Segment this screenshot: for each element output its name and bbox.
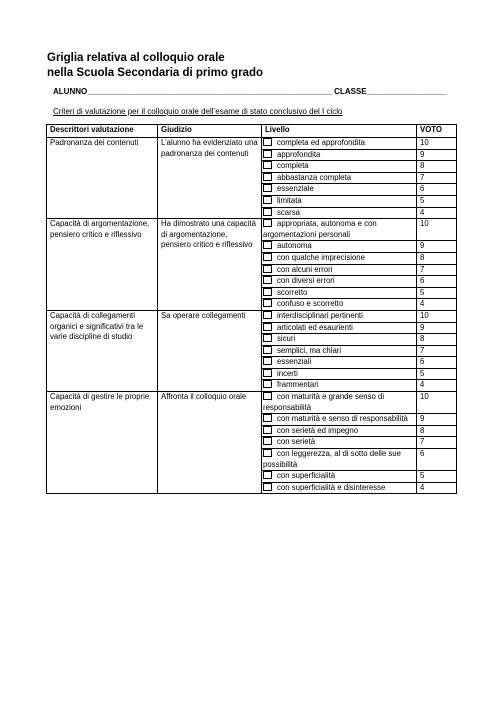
descrittore-cell: Capacità di argomentazione, pensiero critico e riflessivo	[47, 219, 158, 311]
voto-cell: 8	[417, 425, 457, 437]
livello-cell	[262, 138, 417, 150]
voto-cell: 6	[417, 184, 457, 196]
livello-cell	[262, 392, 417, 414]
livello-label: confuso e scorretto	[277, 299, 344, 309]
checkbox[interactable]	[263, 150, 272, 158]
descrittore-cell: Padronanza dei contenuti	[47, 138, 158, 219]
livello-label: semplici, ma chiari	[277, 345, 342, 355]
livello-cell	[262, 219, 417, 241]
title-line-2: nella Scuola Secondaria di primo grado	[47, 67, 263, 79]
checkbox[interactable]	[263, 173, 272, 181]
livello-cell	[262, 334, 417, 346]
voto-cell: 6	[417, 449, 457, 471]
livello-cell	[262, 345, 417, 357]
livello-label: interdisciplinari pertinenti	[277, 310, 363, 320]
livello-cell	[262, 264, 417, 276]
checkbox[interactable]	[263, 161, 272, 169]
checkbox[interactable]	[263, 184, 272, 192]
livello-label: con serietà ed impegno	[277, 425, 359, 435]
livello-label: con serietà	[277, 437, 316, 447]
criteria-caption: Criteri di valutazione per il colloquio orale dell’esame di stato conclusivo del I ciclo	[53, 107, 343, 116]
livello-label: scorretto	[277, 287, 308, 297]
livello-label: con superficialità	[277, 471, 336, 481]
livello-cell	[262, 414, 417, 426]
livello-label: limitata	[277, 195, 302, 205]
livello-label: autonoma	[277, 241, 312, 251]
livello-cell	[262, 276, 417, 288]
livello-cell	[262, 161, 417, 173]
document-title	[47, 51, 263, 81]
checkbox[interactable]	[263, 219, 272, 227]
giudizio-cell: Sa operare collegamenti	[158, 310, 262, 391]
livello-cell	[262, 449, 417, 471]
livello-label: essenziale	[277, 184, 314, 194]
livello-label: abbastanza completa	[277, 172, 352, 182]
checkbox[interactable]	[263, 276, 272, 284]
checkbox[interactable]	[263, 253, 272, 261]
checkbox[interactable]	[263, 208, 272, 216]
livello-label: approfondita	[277, 149, 321, 159]
checkbox[interactable]	[263, 265, 272, 273]
voto-cell: 10	[417, 138, 457, 150]
voto-cell: 5	[417, 195, 457, 207]
checkbox[interactable]	[263, 380, 272, 388]
livello-cell	[262, 368, 417, 380]
voto-cell: 10	[417, 310, 457, 322]
livello-label: con maturità e senso di responsabilità	[277, 414, 408, 424]
livello-cell	[262, 357, 417, 369]
checkbox[interactable]	[263, 323, 272, 331]
voto-cell: 8	[417, 334, 457, 346]
voto-cell: 7	[417, 437, 457, 449]
livello-label: incerti	[277, 368, 298, 378]
livello-cell	[262, 425, 417, 437]
checkbox[interactable]	[263, 369, 272, 377]
checkbox[interactable]	[263, 196, 272, 204]
giudizio-cell: L’alunno ha evidenziato una padronanza dei contenuti	[158, 138, 262, 219]
voto-cell: 9	[417, 322, 457, 334]
voto-cell: 4	[417, 299, 457, 311]
voto-cell: 6	[417, 357, 457, 369]
checkbox[interactable]	[263, 437, 272, 445]
table-row	[47, 219, 457, 241]
voto-cell: 10	[417, 219, 457, 241]
livello-label: scarsa	[277, 207, 300, 217]
col-header-descrittori: Descrittori valutazione	[47, 125, 158, 138]
voto-cell: 9	[417, 414, 457, 426]
checkbox[interactable]	[263, 414, 272, 422]
livello-cell	[262, 207, 417, 219]
voto-cell: 4	[417, 380, 457, 392]
voto-cell: 6	[417, 276, 457, 288]
voto-cell: 7	[417, 172, 457, 184]
checkbox[interactable]	[263, 334, 272, 342]
checkbox[interactable]	[263, 346, 272, 354]
voto-cell: 9	[417, 149, 457, 161]
table-row	[47, 392, 457, 414]
col-header-giudizio: Giudizio	[158, 125, 262, 138]
voto-cell: 5	[417, 287, 457, 299]
voto-cell: 4	[417, 482, 457, 494]
checkbox[interactable]	[263, 426, 272, 434]
livello-label: con qualche imprecisione	[277, 252, 365, 262]
voto-cell: 5	[417, 471, 457, 483]
livello-label: appropriata, autonoma e con argomentazioni personali	[263, 219, 377, 239]
livello-label: con maturità e grande senso di responsabilità	[263, 392, 385, 412]
giudizio-cell: Ha dimostrato una capacità di argomentazione, pensiero critico e riflessivo	[158, 219, 262, 311]
voto-cell: 7	[417, 264, 457, 276]
livello-cell	[262, 287, 417, 299]
student-class-line: ALUNNO_______________________________________________________ CLASSE__________________	[53, 87, 447, 96]
livello-label: completa	[277, 161, 309, 171]
checkbox[interactable]	[263, 392, 272, 400]
livello-label: articolati ed esaurienti	[277, 322, 353, 332]
livello-label: con alcuni errori	[277, 264, 333, 274]
checkbox[interactable]	[263, 483, 272, 491]
livello-cell	[262, 241, 417, 253]
checkbox[interactable]	[263, 357, 272, 365]
livello-label: sicuri	[277, 334, 296, 344]
voto-cell: 7	[417, 345, 457, 357]
voto-cell: 4	[417, 207, 457, 219]
livello-label: con superficialità e disinteresse	[277, 482, 386, 492]
livello-cell	[262, 149, 417, 161]
checkbox[interactable]	[263, 138, 272, 146]
voto-cell: 8	[417, 161, 457, 173]
livello-cell	[262, 195, 417, 207]
livello-label: con diversi errori	[277, 276, 335, 286]
voto-cell: 8	[417, 252, 457, 264]
livello-cell	[262, 482, 417, 494]
giudizio-cell: Affronta il colloquio orale	[158, 392, 262, 494]
livello-cell	[262, 299, 417, 311]
livello-cell	[262, 322, 417, 334]
checkbox[interactable]	[263, 241, 272, 249]
livello-label: con leggerezza, al di sotto delle sue possibilità	[263, 449, 401, 469]
livello-cell	[262, 184, 417, 196]
livello-cell	[262, 252, 417, 264]
livello-cell	[262, 172, 417, 184]
table-row	[47, 138, 457, 150]
livello-cell	[262, 310, 417, 322]
checkbox[interactable]	[263, 288, 272, 296]
col-header-livello: Livello	[262, 125, 417, 138]
checkbox[interactable]	[263, 311, 272, 319]
checkbox[interactable]	[263, 471, 272, 479]
descrittore-cell: Capacità di gestire le proprie emozioni	[47, 392, 158, 494]
header-row	[47, 125, 457, 138]
descrittore-cell: Capacità di collegamenti organici e significativi tra le varie discipline di studio	[47, 310, 158, 391]
livello-cell	[262, 380, 417, 392]
evaluation-grid	[46, 124, 457, 494]
title-line-1: Griglia relativa al colloquio orale	[47, 52, 225, 64]
voto-cell: 9	[417, 241, 457, 253]
checkbox[interactable]	[263, 299, 272, 307]
grid-body	[47, 138, 457, 494]
livello-label: completa ed approfondita	[277, 138, 365, 147]
checkbox[interactable]	[263, 449, 272, 457]
col-header-voto: VOTO	[417, 125, 457, 138]
voto-cell: 5	[417, 368, 457, 380]
livello-cell	[262, 471, 417, 483]
livello-cell	[262, 437, 417, 449]
livello-label: frammentari	[277, 380, 319, 390]
livello-label: essenziali	[277, 357, 312, 367]
table-row	[47, 310, 457, 322]
voto-cell: 10	[417, 392, 457, 414]
